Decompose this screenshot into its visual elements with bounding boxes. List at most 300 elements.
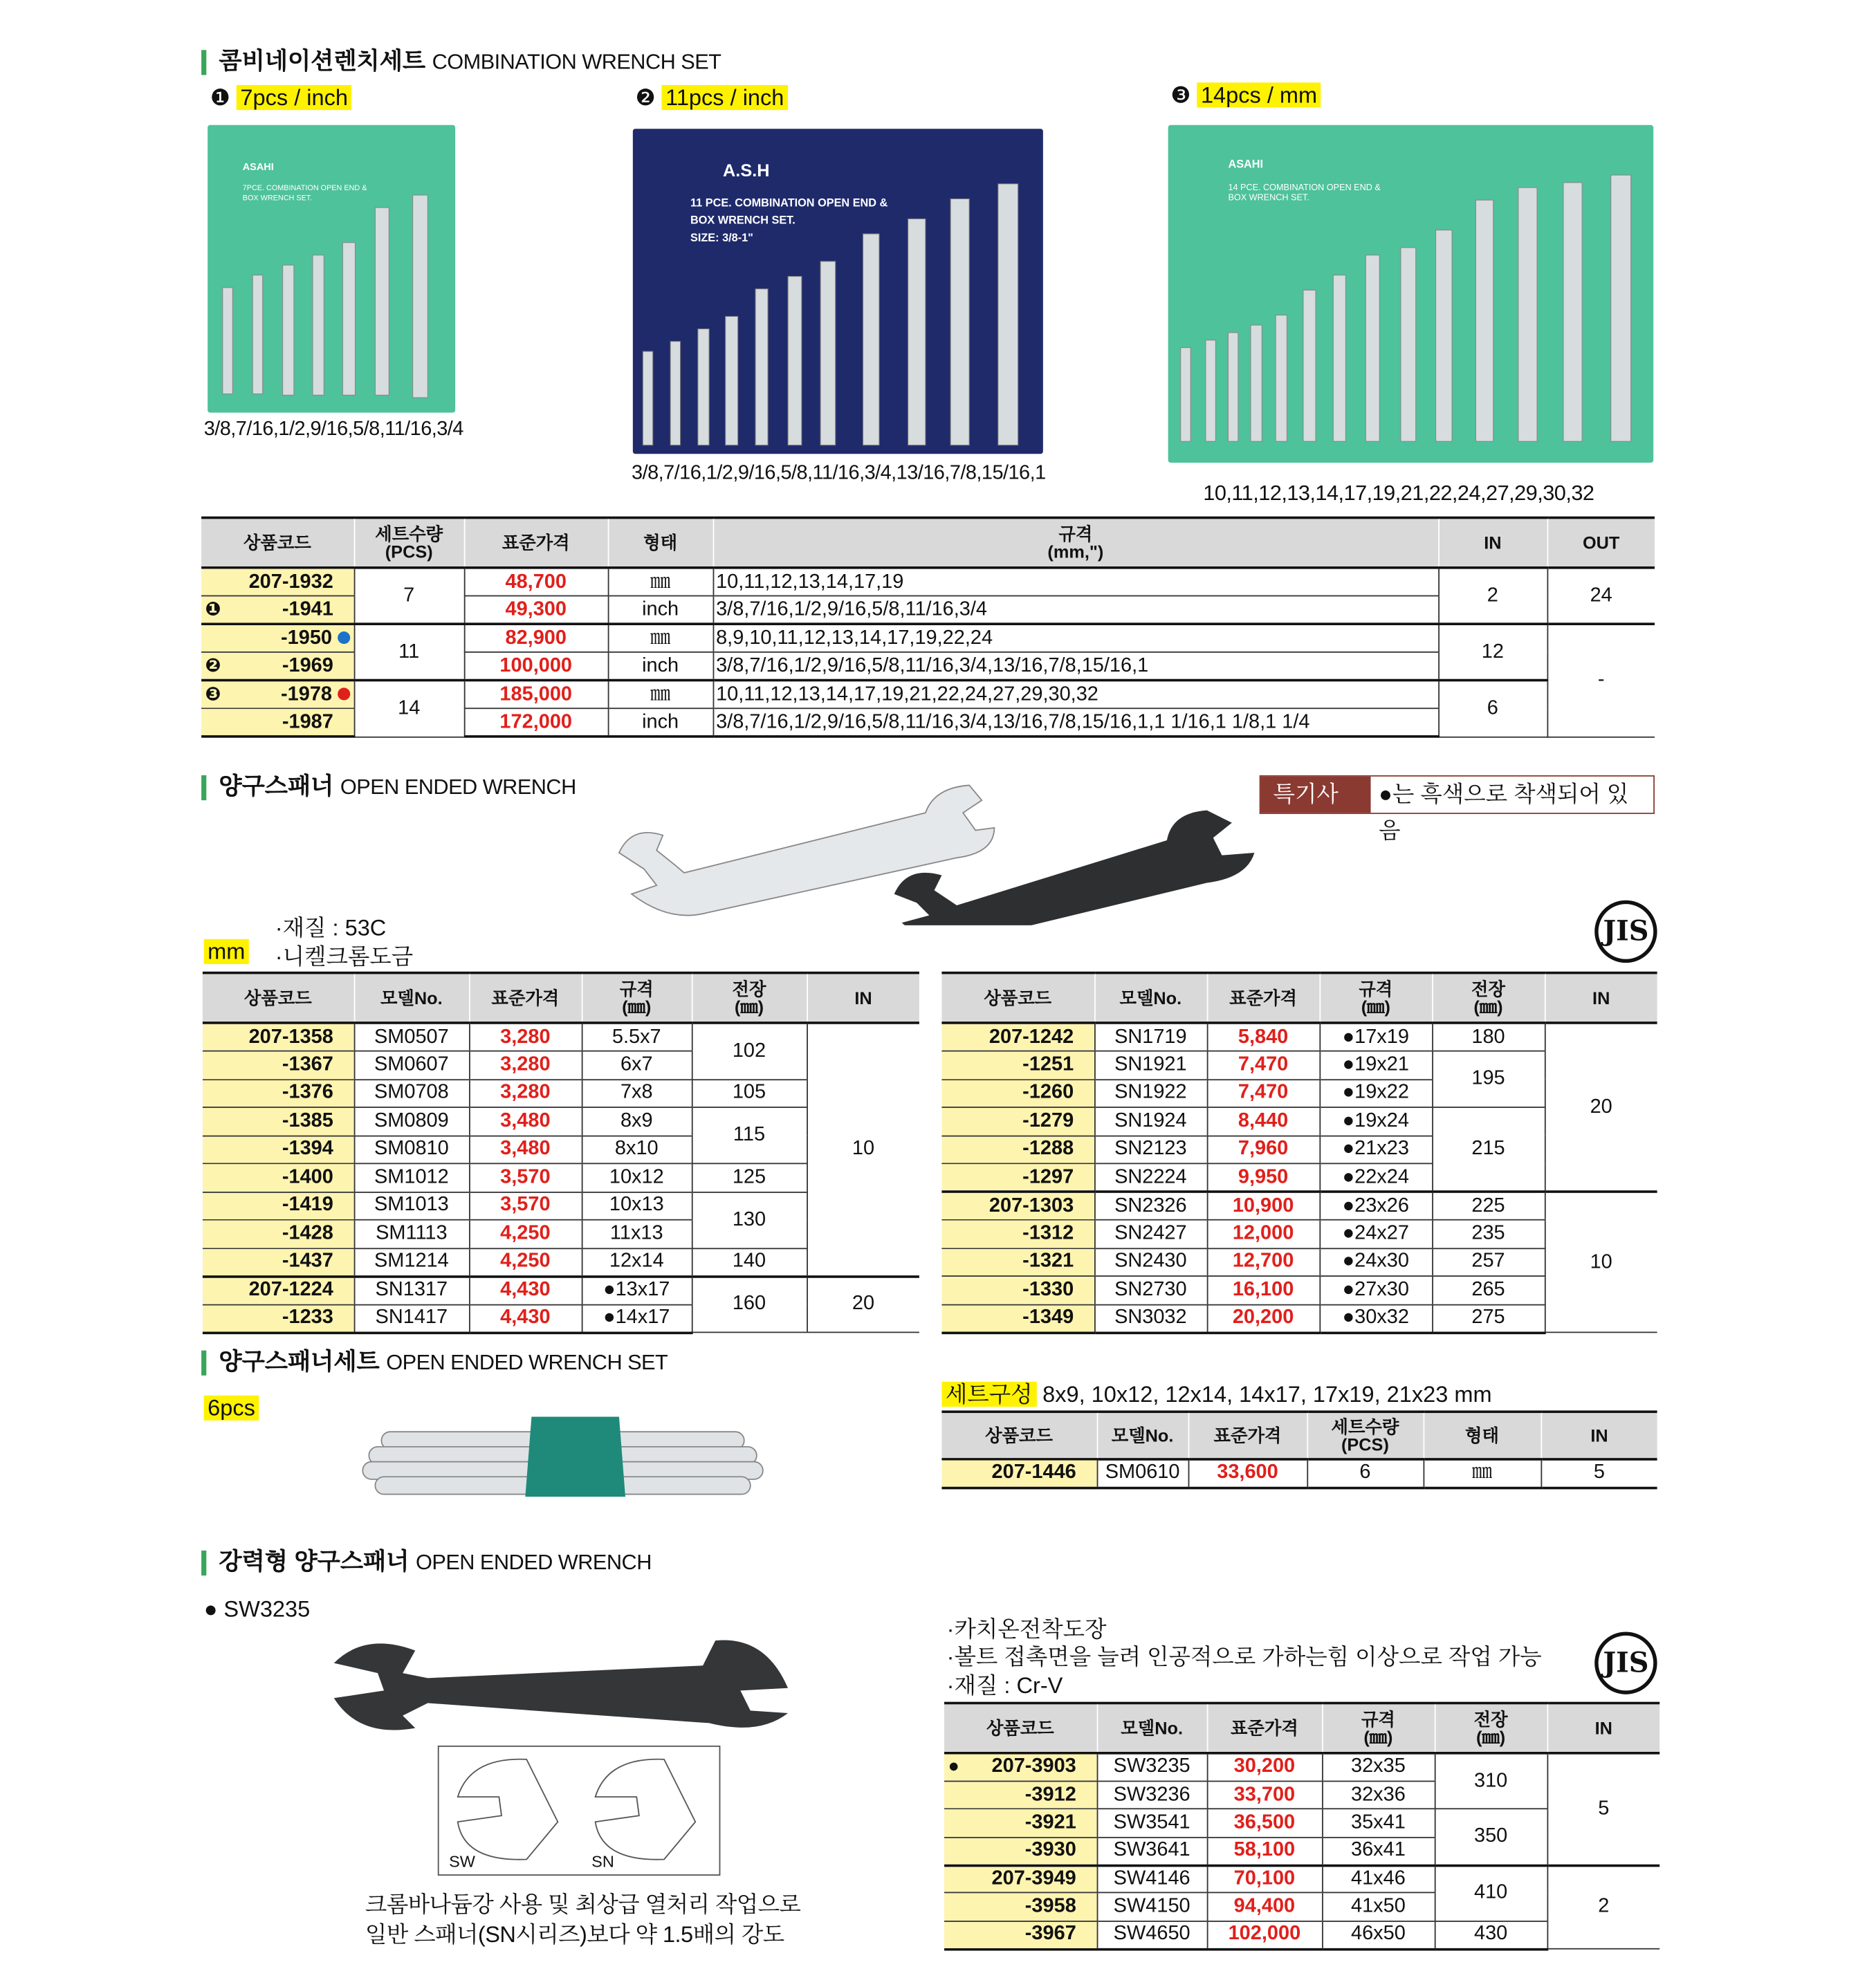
table-cell: ●27x30 [1319,1276,1432,1304]
price-cell: 70,100 [1207,1865,1322,1893]
heavy-duty-wrench-table [944,1702,1659,1950]
svg-text:BOX WRENCH SET.: BOX WRENCH SET. [1228,192,1309,203]
product-code-cell [944,1837,1097,1865]
table-cell: 41x50 [1322,1893,1435,1921]
table-cell: SM1113 [354,1220,469,1248]
column-header: 형태 [1424,1412,1541,1459]
table-cell: ●14x17 [582,1304,692,1333]
table-cell: 180 [1432,1023,1545,1051]
price-cell: 9,950 [1207,1163,1320,1192]
table-cell: SN2430 [1094,1248,1207,1276]
product-code-cell [941,1079,1094,1107]
column-header: 모델No. [354,973,469,1023]
set-label-3 [1170,82,1321,109]
column-header: 세트수량 (PCS) [354,518,464,568]
product-code-cell [201,708,354,737]
table-cell: SN1417 [354,1304,469,1333]
table-cell: 5.5x7 [582,1023,692,1051]
column-header: 전장 (㎜) [1432,973,1545,1023]
table-cell: 36x41 [1322,1837,1435,1865]
column-header: 모델No. [1097,1412,1188,1459]
coating-note: ·카치온전착도장 [946,1616,1107,1642]
section-title-combination-wrench-set [201,50,721,75]
table-header-row [944,1703,1659,1753]
table-cell: 140 [692,1248,807,1276]
table-cell: SW3236 [1097,1781,1207,1809]
table-cell: 265 [1432,1276,1545,1304]
product-code: -1279 [1022,1110,1074,1131]
table-cell: SN2326 [1094,1192,1207,1220]
table-cell: 8x10 [582,1136,692,1164]
column-header: 상품코드 [941,1412,1096,1459]
title-en: COMBINATION WRENCH SET [432,50,721,74]
price-cell: 8,440 [1207,1107,1320,1136]
price-cell: 12,700 [1207,1248,1320,1276]
table-row [201,681,1655,709]
table-cell: 257 [1432,1248,1545,1276]
open-ended-wrench-table-sn [941,972,1657,1333]
table-cell: ㎜ [608,568,713,596]
title-en: OPEN ENDED WRENCH [415,1550,652,1575]
table-cell: ●23x26 [1319,1192,1432,1220]
column-header: IN [1545,973,1657,1023]
table-row [941,1459,1657,1488]
color-dot-icon [337,632,349,645]
set-holder [525,1416,625,1497]
jis-mark-icon: JIS [1594,900,1657,963]
price-cell: 16,100 [1207,1276,1320,1304]
price-cell: 3,480 [469,1107,582,1136]
table-cell: 225 [1432,1192,1545,1220]
price-cell: 7,470 [1207,1051,1320,1080]
price-cell: 3,570 [469,1192,582,1220]
price-cell: 33,700 [1207,1781,1322,1809]
column-header: IN [807,973,919,1023]
set-label-2 [635,85,787,111]
price-cell: 185,000 [464,681,608,709]
product-code-cell [203,1163,354,1192]
merged-cell: 24 [1547,568,1654,624]
product-code: -1394 [282,1138,333,1160]
merged-cell: 310 [1435,1753,1547,1809]
number-badge-1: ❶ [210,84,230,111]
table-row [203,1023,919,1051]
special-note-text: ●는 흑색으로 착색되어 있음 [1379,782,1629,843]
product-code-cell [941,1107,1094,1136]
column-header: 표준가격 [1207,973,1320,1023]
product-code-cell [201,624,354,652]
table-cell: 235 [1432,1220,1545,1248]
table-cell: 8,9,10,11,12,13,14,17,19,22,24 [713,624,1439,652]
combination-wrench-set-table [201,517,1655,738]
merged-cell: 2 [1547,1865,1659,1949]
merged-cell: 7 [354,568,464,624]
product-code: -1941 [282,598,333,620]
product-code: 207-3949 [991,1868,1076,1889]
product-code: -1288 [1022,1138,1074,1160]
price-cell: 4,250 [469,1248,582,1276]
product-code-cell [944,1921,1097,1949]
table-row [944,1753,1659,1781]
table-cell: 10x13 [582,1192,692,1220]
product-code-cell [201,568,354,596]
title-ko: 양구스패너 [219,774,334,801]
price-cell: 7,960 [1207,1136,1320,1164]
table-cell: 6x7 [582,1051,692,1080]
column-header: 규격 (mm,") [713,518,1439,568]
table-cell: ●24x30 [1319,1248,1432,1276]
product-code: -1297 [1022,1165,1074,1187]
product-code: 207-1303 [988,1194,1074,1217]
table-cell: SN1924 [1094,1107,1207,1136]
product-code: -3912 [1024,1784,1076,1805]
heavy-duty-wrench-image [328,1625,793,1738]
table-header-row [941,1412,1657,1459]
product-code-cell [944,1893,1097,1921]
product-code: -1367 [282,1053,333,1075]
table-row [201,624,1655,652]
product-code: -1437 [282,1250,333,1272]
price-cell: 3,480 [469,1136,582,1164]
open-ended-wrench-image [607,775,1263,925]
column-header: 규격 (㎜) [1322,1703,1435,1753]
column-header: 모델No. [1094,973,1207,1023]
color-dot-icon [337,688,349,701]
table-cell: SN2224 [1094,1163,1207,1192]
table-cell: ●19x24 [1319,1107,1432,1136]
product-code-cell [941,1276,1094,1304]
marker-icon: ❷ [205,654,221,676]
product-code-cell [203,1248,354,1276]
table-cell: SN1317 [354,1276,469,1304]
merged-cell: 410 [1435,1865,1547,1921]
product-code-cell [203,1136,354,1164]
price-cell: 94,400 [1207,1893,1322,1921]
title-en: OPEN ENDED WRENCH [340,775,576,799]
table-cell: ●24x27 [1319,1220,1432,1248]
product-code: -1969 [282,654,333,676]
product-code: -1987 [282,710,333,732]
product-code-cell [941,1136,1094,1164]
featured-model-label: ● SW3235 [203,1596,311,1622]
table-cell: 7x8 [582,1079,692,1107]
table-cell: SM1013 [354,1192,469,1220]
marker-icon: ❶ [205,598,221,620]
price-cell: 36,500 [1207,1809,1322,1837]
product-code-cell [941,1220,1094,1248]
column-header: 상품코드 [944,1703,1097,1753]
price-cell: 5,840 [1207,1023,1320,1051]
merged-cell: 12 [1438,624,1547,680]
table-row [201,568,1655,596]
table-cell: SW4146 [1097,1865,1207,1893]
merged-cell: 10 [807,1023,919,1276]
wrench-set-14pcs-image [1168,125,1654,463]
product-code-cell [203,1192,354,1220]
column-header: 상품코드 [201,518,354,568]
table-cell: SN1922 [1094,1079,1207,1107]
column-header: IN [1541,1412,1657,1459]
table-cell: SM0507 [354,1023,469,1051]
product-code: -3958 [1024,1896,1076,1917]
table-cell: inch [608,596,713,625]
merged-cell: 20 [807,1276,919,1332]
price-cell: 172,000 [464,708,608,737]
wrench-set-7pcs-image [208,125,455,413]
table-row [941,1023,1657,1051]
table-cell: ㎜ [608,681,713,709]
product-code: 207-1242 [988,1026,1074,1048]
product-code: -3967 [1024,1923,1076,1945]
price-cell: 49,300 [464,596,608,625]
table-cell: SW3641 [1097,1837,1207,1865]
price-cell: 4,430 [469,1276,582,1304]
product-code-cell [941,1192,1094,1220]
merged-cell: 350 [1435,1809,1547,1865]
price-cell: 100,000 [464,652,608,681]
column-header: 표준가격 [1207,1703,1322,1753]
price-cell: 3,570 [469,1163,582,1192]
product-code: -1260 [1022,1082,1074,1104]
material-note: ·재질 : 53C [275,915,387,941]
title-ko: 콤비네이션렌치세트 [219,48,426,75]
price-cell: 10,900 [1207,1192,1320,1220]
finish-note: ·니켈크롬도금 [275,944,414,970]
svg-text:11 PCE. COMBINATION OPEN END &: 11 PCE. COMBINATION OPEN END & [690,196,888,210]
product-code-cell [944,1865,1097,1893]
product-code: -1428 [282,1222,333,1244]
table-cell: SM0708 [354,1079,469,1107]
table-cell: SM1012 [354,1163,469,1192]
price-cell: 4,250 [469,1220,582,1248]
table-cell: SW3235 [1097,1753,1207,1781]
set-label-text: 14pcs / mm [1197,82,1321,107]
set-composition-label: 세트구성 [941,1382,1036,1407]
table-cell: SN1719 [1094,1023,1207,1051]
product-code: -1233 [282,1306,333,1329]
title-ko: 강력형 양구스패너 [219,1549,410,1576]
column-header: IN [1438,518,1547,568]
number-badge-3: ❸ [1170,82,1191,108]
column-header: IN [1547,1703,1659,1753]
set-composition-text: 8x9, 10x12, 12x14, 14x17, 17x19, 21x23 mm [1042,1381,1492,1407]
product-code-cell [941,1459,1096,1488]
column-header: 표준가격 [469,973,582,1023]
table-cell: 10x12 [582,1163,692,1192]
column-header: OUT [1547,518,1654,568]
open-ended-wrench-set-image [356,1407,769,1507]
table-cell: ●21x23 [1319,1136,1432,1164]
price-cell: 3,280 [469,1051,582,1080]
merged-cell: 5 [1547,1753,1659,1865]
merged-cell: 10 [1545,1192,1657,1332]
column-header: 세트수량 (PCS) [1307,1412,1423,1459]
price-cell: 102,000 [1207,1921,1322,1949]
column-header: 표준가격 [1188,1412,1307,1459]
number-badge-2: ❷ [635,84,656,111]
price-cell: 48,700 [464,568,608,596]
product-code-cell [203,1220,354,1248]
set-1-sizes: 3/8,7/16,1/2,9/16,5/8,11/16,3/4 [203,418,463,441]
set-label-1 [210,85,352,111]
column-header: 표준가격 [464,518,608,568]
merged-cell: 130 [692,1192,807,1248]
open-ended-wrench-set-table [941,1410,1657,1488]
merged-cell: 215 [1432,1107,1545,1192]
table-cell: 3/8,7/16,1/2,9/16,5/8,11/16,3/4 [713,596,1439,625]
column-header: 전장 (㎜) [1435,1703,1547,1753]
merged-cell: 195 [1432,1051,1545,1107]
price-cell: 3,280 [469,1023,582,1051]
svg-text:A.S.H: A.S.H [723,160,770,181]
material-note: ·재질 : Cr-V [946,1673,1063,1699]
merged-cell: 2 [1438,568,1547,624]
product-code-cell [203,1107,354,1136]
unit-label: mm [204,939,249,964]
product-code: -1321 [1022,1250,1074,1273]
table-row [941,1192,1657,1220]
sw-sn-comparison-diagram [438,1746,721,1876]
price-cell: 30,200 [1207,1753,1322,1781]
product-code-cell [941,1248,1094,1276]
product-code: -3930 [1024,1839,1076,1861]
product-code: 207-1932 [248,571,333,593]
table-header-row [203,973,919,1023]
table-cell: SN3032 [1094,1304,1207,1333]
table-cell: ㎜ [608,624,713,652]
set-composition [941,1377,1491,1409]
svg-text:BOX WRENCH SET.: BOX WRENCH SET. [242,194,313,203]
table-cell: 41x46 [1322,1865,1435,1893]
product-code-cell [941,1304,1094,1333]
set-label-text: 11pcs / inch [662,85,788,110]
section-title-open-ended-wrench-set [201,1351,668,1376]
table-cell: 32x36 [1322,1781,1435,1809]
merged-cell: 6 [1438,681,1547,737]
table-cell: ●19x22 [1319,1079,1432,1107]
svg-text:7PCE. COMBINATION OPEN END &: 7PCE. COMBINATION OPEN END & [242,183,367,192]
product-code: -1950 [281,627,333,649]
table-cell: 3/8,7/16,1/2,9/16,5/8,11/16,3/4,13/16,7/8,15/16,1,1 1/16,1 1/8,1 1/4 [713,708,1439,737]
product-code: 207-1224 [248,1279,333,1301]
product-code: -3921 [1024,1811,1076,1833]
svg-text:14 PCE. COMBINATION OPEN END &: 14 PCE. COMBINATION OPEN END & [1228,182,1381,192]
wrench-set-7pcs-wrenches [208,125,455,413]
table-cell: 6 [1307,1459,1423,1488]
table-cell: SM0810 [354,1136,469,1164]
table-cell: 5 [1541,1459,1657,1488]
product-code: -1400 [282,1166,333,1188]
table-cell: 12x14 [582,1248,692,1276]
marker-icon: ❸ [205,683,221,705]
table-cell: 125 [692,1163,807,1192]
wrench-set-11pcs-wrenches [633,129,1043,454]
wrench-set-11pcs-image [633,129,1043,454]
table-cell: SN2730 [1094,1276,1207,1304]
product-code: -1419 [282,1194,333,1216]
column-header: 형태 [608,518,713,568]
table-cell: ㎜ [1424,1459,1541,1488]
svg-text:BOX WRENCH SET.: BOX WRENCH SET. [690,214,796,227]
product-code-cell [944,1781,1097,1809]
pcs-label: 6pcs [204,1396,259,1421]
price-cell: 58,100 [1207,1837,1322,1865]
open-ended-wrench-table-sm [203,972,919,1333]
merged-cell: 11 [354,624,464,680]
special-note-box [1260,775,1655,843]
table-cell: 275 [1432,1304,1545,1333]
table-cell: 35x41 [1322,1809,1435,1837]
product-code-cell [201,596,354,625]
section-title-heavy-duty-open-ended-wrench [201,1551,652,1575]
table-cell: ●22x24 [1319,1163,1432,1192]
set-label-text: 7pcs / inch [237,85,351,110]
table-row [944,1865,1659,1893]
table-cell: SW4150 [1097,1893,1207,1921]
product-code-cell [201,681,354,709]
wrench-set-14pcs-wrenches [1168,125,1654,463]
product-code: -1385 [282,1110,333,1131]
price-cell: 7,470 [1207,1079,1320,1107]
section-title-open-ended-wrench [201,775,576,800]
table-cell: ●13x17 [582,1276,692,1304]
table-header-row [941,973,1657,1023]
strength-caption-2: 일반 스패너(SN시리즈)보다 약 1.5배의 강도 [365,1921,784,1948]
strength-caption-1: 크롬바나듐강 사용 및 최상급 열처리 작업으로 [365,1892,801,1917]
table-cell: inch [608,708,713,737]
price-cell: 20,200 [1207,1304,1320,1333]
table-cell: 105 [692,1079,807,1107]
column-header: 전장 (㎜) [692,973,807,1023]
column-header: 모델No. [1097,1703,1207,1753]
product-code-cell [203,1276,354,1304]
table-cell: 8x9 [582,1107,692,1136]
set-3-sizes: 10,11,12,13,14,17,19,21,22,24,27,29,30,32 [1203,481,1594,506]
table-cell: inch [608,652,713,681]
marker-icon: ● [948,1756,959,1777]
product-code-cell [203,1023,354,1051]
title-en: OPEN ENDED WRENCH SET [386,1350,668,1374]
product-code: -1376 [282,1082,333,1104]
jis-mark-icon: JIS [1594,1632,1657,1694]
product-code: 207-3903 [991,1756,1076,1777]
table-cell: SN1921 [1094,1051,1207,1080]
price-cell: 12,000 [1207,1220,1320,1248]
product-code-cell [941,1163,1094,1192]
product-code-cell [203,1051,354,1080]
product-code: -1330 [1022,1279,1074,1300]
table-cell: SN2427 [1094,1220,1207,1248]
table-cell: 32x35 [1322,1753,1435,1781]
product-code-cell [203,1304,354,1333]
merged-cell: 14 [354,681,464,737]
column-header: 규격 (㎜) [582,973,692,1023]
table-cell: SM0607 [354,1051,469,1080]
price-cell: 3,280 [469,1079,582,1107]
price-cell: 4,430 [469,1304,582,1333]
column-header: 규격 (㎜) [1319,973,1432,1023]
table-cell: 3/8,7/16,1/2,9/16,5/8,11/16,3/4,13/16,7/8,15/16,1 [713,652,1439,681]
table-cell: SM0809 [354,1107,469,1136]
table-cell: 10,11,12,13,14,17,19 [713,568,1439,596]
merged-cell: 20 [1545,1023,1657,1192]
product-code: 207-1446 [991,1462,1076,1484]
product-code: -1978 [281,683,333,705]
table-cell: ●30x32 [1319,1304,1432,1333]
product-code-cell [941,1023,1094,1051]
svg-text:ASAHI: ASAHI [242,161,274,173]
price-cell: 33,600 [1188,1459,1307,1488]
